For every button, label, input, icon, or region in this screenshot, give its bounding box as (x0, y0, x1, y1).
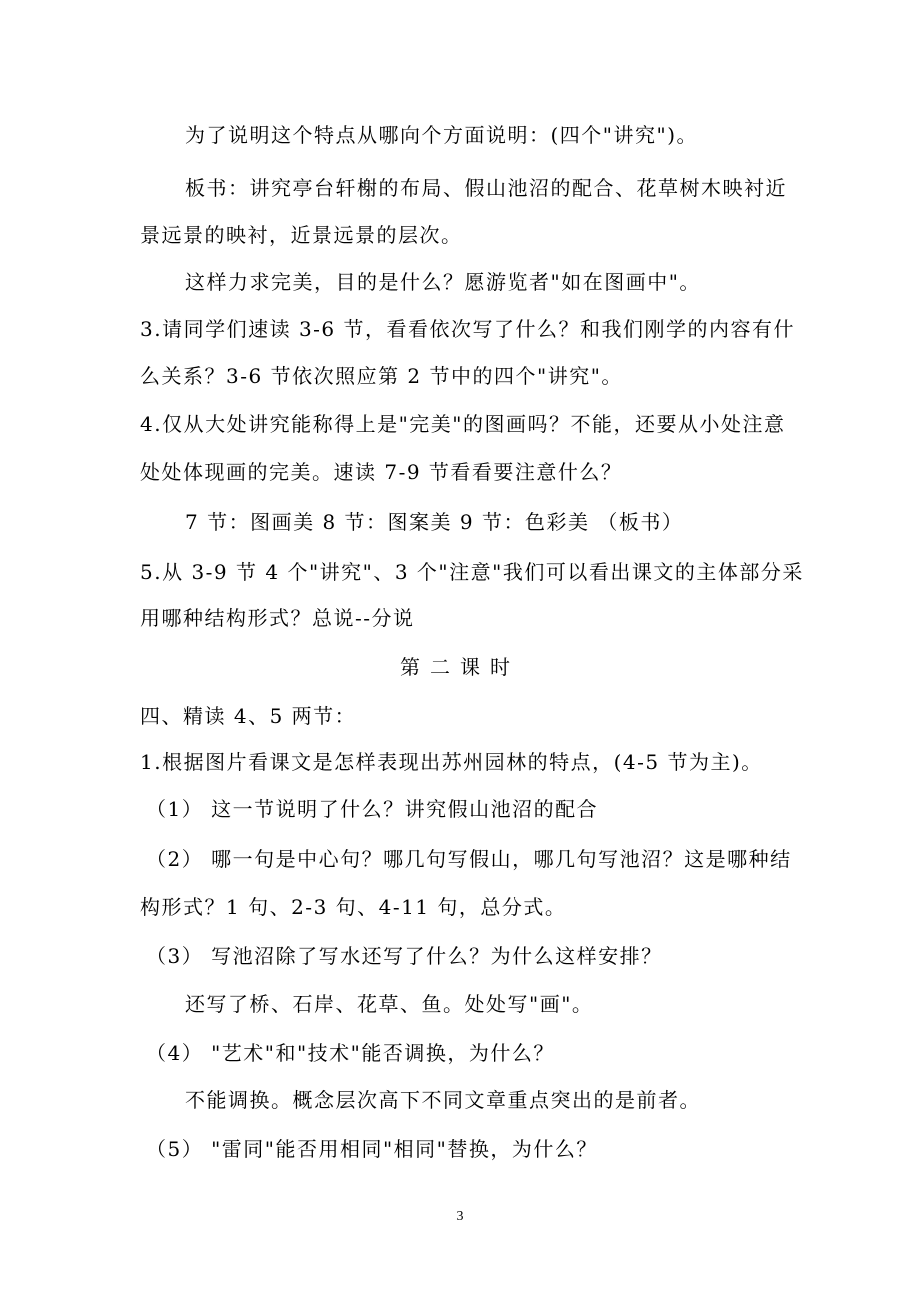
paragraph-line: 用哪种结构形式？总说--分说 (140, 606, 415, 630)
list-item: （2） 哪一句是中心句？哪几句写假山，哪几句写池沼？这是哪种结 (146, 847, 792, 871)
paragraph-line: 5.从 3-9 节 4 个"讲究"、3 个"注意"我们可以看出课文的主体部分采 (140, 560, 804, 584)
list-item: （4） "艺术"和"技术"能否调换，为什么？ (146, 1041, 555, 1065)
page-number: 3 (456, 1209, 464, 1224)
answer-line: 还写了桥、石岸、花草、鱼。处处写"画"。 (185, 992, 594, 1016)
paragraph-line: 1.根据图片看课文是怎样表现出苏州园林的特点，(4-5 节为主)。 (140, 750, 763, 774)
paragraph-line: 4.仅从大处讲究能称得上是"完美"的图画吗？不能，还要从小处注意 (140, 412, 786, 436)
paragraph-line: 板书：讲究亭台轩榭的布局、假山池沼的配合、花草树木映衬近 (185, 176, 787, 200)
list-item: （5） "雷同"能否用相同"相同"替换，为什么？ (146, 1137, 598, 1161)
paragraph-line: 么关系？3-6 节依次照应第 2 节中的四个"讲究"。 (140, 364, 623, 388)
list-item: （1） 这一节说明了什么？讲究假山池沼的配合 (146, 797, 599, 821)
paragraph-line: 3.请同学们速读 3-6 节，看看依次写了什么？和我们刚学的内容有什 (140, 317, 796, 341)
paragraph-line: 这样力求完美，目的是什么？愿游览者"如在图画中"。 (185, 270, 701, 294)
paragraph-line: 为了说明这个特点从哪向个方面说明：(四个"讲究")。 (185, 123, 699, 147)
paragraph-line: 处处体现画的完美。速读 7-9 节看看要注意什么？ (140, 460, 623, 484)
board-notes-line: 7 节：图画美 8 节：图案美 9 节：色彩美 （板书） (185, 510, 684, 534)
list-item: （3） 写池沼除了写水还写了什么？为什么这样安排？ (146, 944, 663, 968)
answer-line: 不能调换。概念层次高下不同文章重点突出的是前者。 (185, 1088, 701, 1112)
paragraph-line: 四、精读 4、5 两节： (140, 704, 357, 728)
section-heading: 第二课时 (400, 655, 520, 679)
paragraph-line: 景远景的映衬，近景远景的层次。 (140, 223, 463, 247)
paragraph-line: 构形式？1 句、2-3 句、4-11 句，总分式。 (140, 895, 567, 919)
